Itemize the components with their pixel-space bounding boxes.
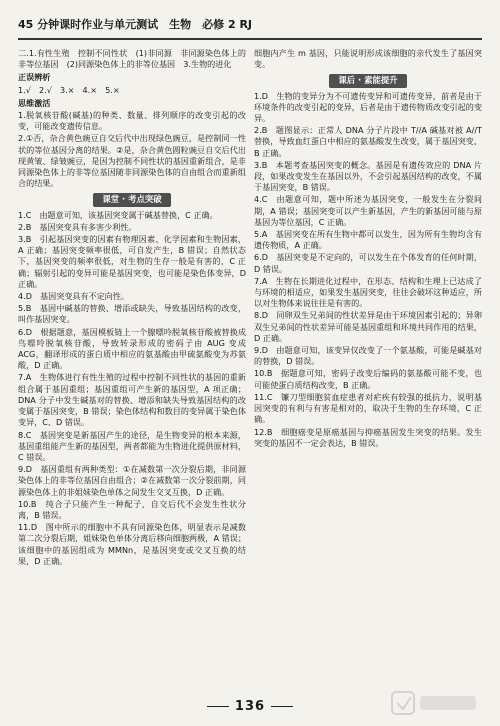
answer-item: 2.B 题图显示：正常人 DNA 分子片段中 T//A 碱基对被 A//T 替换，导致血红蛋白中相应的氨基酸发生改变，属于基因突变，B 正确。 xyxy=(254,125,482,158)
answer-item: 2.B 基因突变具有多害少利性。 xyxy=(18,221,137,232)
answer-item: 1.C 由题意可知，该基因突变属于碱基替换，C 正确。 xyxy=(18,209,218,220)
think-text: 1.脱氧核苷酸(碱基)的种类、数量、排列顺序的改变引起的改变，可能改变遗传信息。 xyxy=(18,110,246,132)
header-title: 45 分钟课时作业与单元测试 生物 必修 2 RJ xyxy=(18,18,253,31)
answer-item: 7.A 生物体进行有性生殖的过程中控制不同性状的基因的重新组合属于基因重组；基因重组可产生新的基因型，A 项正确；DNA 分子中发生碱基对的替换、增添和缺失导致基因结构的改变属于基因突变，B 错误；染色体结构和数目的变异属于染色体变异，C、D 错误。 xyxy=(18,372,246,428)
page-number: 136 xyxy=(0,699,500,714)
answer-item: 1.D 生物的变异分为不可遗传变异和可遗传变异，前者是由于环境条件的改变引起的变异，后者是由于遗传物质改变引起的变异。 xyxy=(254,90,482,124)
answer-item: 9.D 基因重组有两种类型：①在减数第一次分裂后期，非同源染色体上的非等位基因自由组合；②在减数第一次分裂前期，同源染色体上的非姐妹染色单体之间发生交叉互换，D 正确。 xyxy=(18,464,246,497)
left-column xyxy=(18,48,246,688)
answer-item: 4.D 基因突变具有不定向性。 xyxy=(18,291,130,302)
answer-item: 10.B 据题意可知，密码子改变后编码的氨基酸可能不变，也可能使蛋白质结构改变，B 正确。 xyxy=(254,368,482,390)
think-heading: 思维激活 xyxy=(18,97,51,108)
watermark-logo xyxy=(390,688,482,718)
answer-item: 3.B 引起基因突变的因素有物理因素、化学因素和生物因素，A 正确；基因突变频率很低，可自发产生，B 错误；自然状态下，基因突变的频率很低，对生物的生存一般是有害的，C 正确；辐射引起的变异可能是基因突变，也可能是染色体变异，D 正确。 xyxy=(18,234,246,289)
answer-item: 3.B 本题考查基因突变的概念。基因是有遗传效应的 DNA 片段，如果改变发生在基因以外，不会引起基因结构的改变，不属于基因突变，B 错误。 xyxy=(254,159,482,193)
section-banner xyxy=(254,74,482,87)
think-text: 2.①否，杂合黄色豌豆自交后代中出现绿色豌豆，是控制同一性状的等位基因分离的结果。②是，杂合黄色圆粒豌豆自交后代出现黄皱、绿皱豌豆，是因为控制不同性状的基因重新组合，是非同源染色体上的非等位基因随非同源染色体的自由组合而重新组合的结果。 xyxy=(18,133,246,189)
section-title: 课后 · 素能提升 xyxy=(329,74,406,87)
answer-item: 11.C 镰刀型细胞贫血症患者对疟疾有较强的抵抗力，说明基因突变的有利与有害是相对的，取决于生物的生存环境，C 正确。 xyxy=(254,391,482,425)
answer-item: 8.D 同卵双生兄弟间的性状差异是由于环境因素引起的；异卵双生兄弟间的性状差异可能是基因重组和环境共同作用的结果，D 正确。 xyxy=(254,310,482,343)
answer-item: 7.A 生物在长期进化过程中，在形态、结构和生理上已达成了与环境的相适应，如果发生基因突变，往往会破坏这种适应，所以对生物体来说往往是有害的。 xyxy=(254,275,482,309)
answer-item: 6.D 基因突变是不定向的，可以发生在个体发育的任何时期，D 错误。 xyxy=(254,252,482,274)
answer-item: 10.B 纯合子只能产生一种配子，自交后代不会发生性状分离，B 错误。 xyxy=(18,498,246,520)
answer-item: 5.B 基因中碱基的替换、增添或缺失，导致基因结构的改变，叫作基因突变。 xyxy=(18,303,246,325)
answer-item: 6.D 根据题意，基因模板链上一个腺嘌呤脱氧核苷酸被替换成鸟嘌呤脱氧核苷酸，导致转录形成的密码子由 AUG 变成 ACG，翻译形成的蛋白质中相应的氨基酸由甲硫氨酸变为苏氨酸，D 正确。 xyxy=(18,326,246,371)
answer-item: 8.C 基因突变是新基因产生的途径，是生物变异的根本来源，基因重组能产生新的基因型，两者都能为生物进化提供原材料，C 错误。 xyxy=(18,429,246,462)
answer-text: 1.√ 2.√ 3.× 4.× 5.× xyxy=(18,84,120,95)
page-body xyxy=(18,48,482,688)
answer-heading: 正误辨析 xyxy=(18,72,51,83)
page-header xyxy=(18,12,482,40)
answer-item: 5.A 基因突变在所有生物中都可以发生，因为所有生物均含有遗传物质，A 正确。 xyxy=(254,229,482,251)
answer-item: 12.B 细胞癌变是原癌基因与抑癌基因发生突变的结果。发生突变的基因不一定会表达，B 错误。 xyxy=(254,426,482,448)
answer-item: 4.C 由题意可知，题中所述为基因突变，一般发生在分裂间期，A 错误；基因突变可以产生新基因，产生的新基因可能与原基因为等位基因，C 正确。 xyxy=(254,194,482,227)
answer-item: 11.D 图中所示的细胞中不具有同源染色体，明显表示是减数第二次分裂后期，姐妹染色单体分离后移向细胞两极，A 错误；该细胞中的基因组成为 MMNn，是基因突变或交叉互换的结果，D 正确。 xyxy=(18,522,246,566)
intro-text: 二.1.有性生殖 控制不同性状 (1)非同源 非同源染色体上的非等位基因 (2)同源染色体上的非等位基因 3.生物的进化 xyxy=(18,48,246,70)
right-column xyxy=(254,48,482,688)
answer-item: 9.D 由题意可知，该变异仅改变了一个氨基酸，可能是碱基对的替换，D 错误。 xyxy=(254,345,482,367)
intro-text: 细胞内产生 m 基因，只能说明形成该细胞的亲代发生了基因突变。 xyxy=(254,48,482,70)
section-title: 课堂 · 考点突破 xyxy=(93,193,170,206)
section-banner xyxy=(18,193,246,206)
